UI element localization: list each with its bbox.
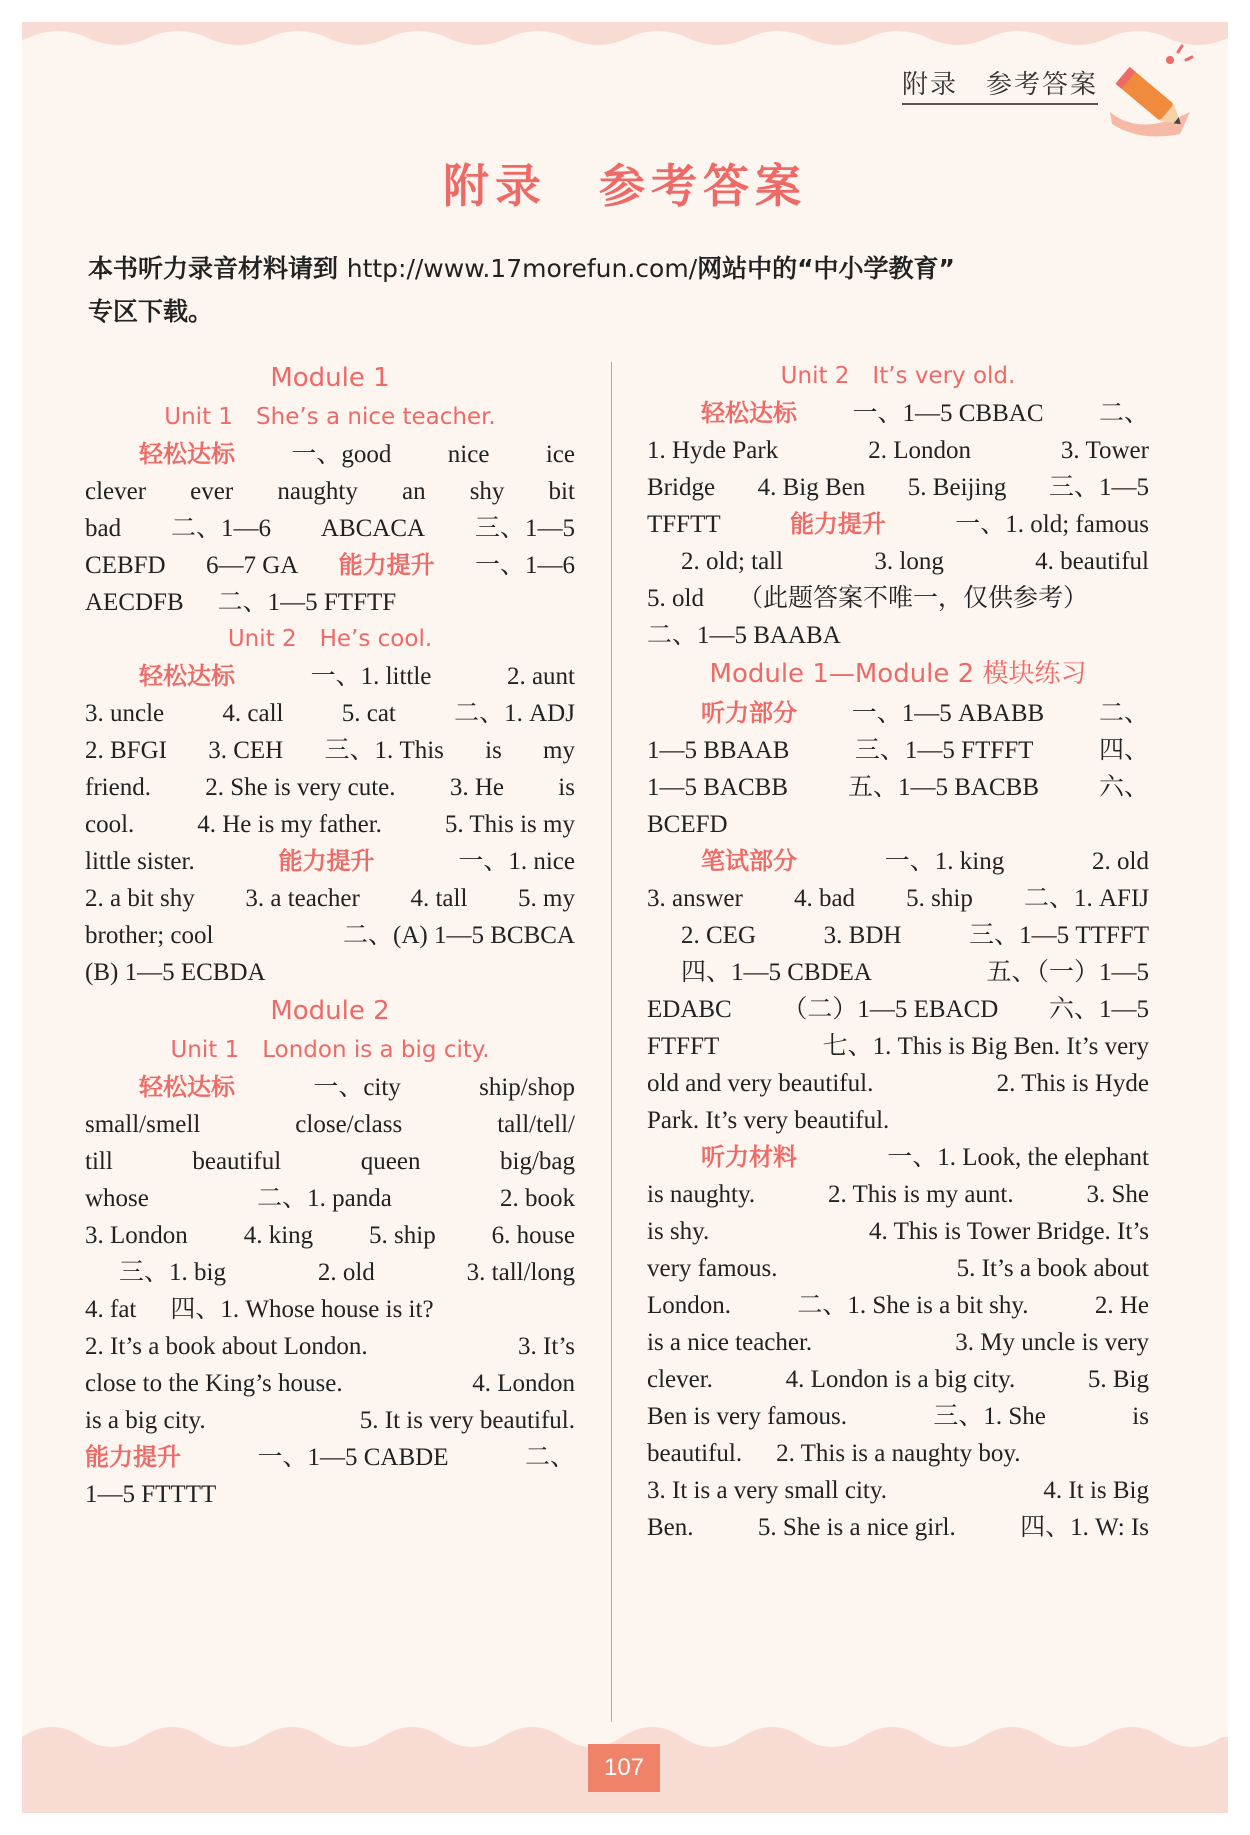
answer-line: 1—5 BACBB 五、1—5 BACBB 六、 [647, 774, 1149, 801]
answer-line: close to the King’s house. 4. London [85, 1370, 575, 1397]
answer-line: 1—5 BBAAB 三、1—5 FTFFT 四、 [647, 737, 1149, 764]
answer-line: 三、1. big 2. old 3. tall/long [119, 1259, 575, 1286]
intro-text: 本书听力录音材料请到 [88, 254, 347, 283]
answer-line: 5. old （此题答案不唯一，仅供参考） [647, 585, 1088, 612]
intro-text-2: 网站中的“中小学教育” [697, 254, 955, 283]
answer-line: CEBFD 6—7 GA 能力提升 一、1—6 [85, 547, 575, 584]
module-heading: Module 1 [270, 363, 390, 393]
answer-line: 2. It’s a book about London. 3. It’s [85, 1333, 575, 1360]
right-column [647, 358, 1149, 1546]
answer-line: Ben is very famous. 三、1. She is [647, 1403, 1149, 1430]
answer-line: 2. a bit shy 3. a teacher 4. tall 5. my [85, 885, 575, 912]
section-tag: 能力提升 [85, 1443, 181, 1471]
answer-line: AECDFB 二、1—5 FTFTF [85, 589, 397, 616]
answer-line: beautiful. 2. This is a naughty boy. [647, 1440, 1021, 1467]
page [22, 22, 1228, 1813]
answer-line: FTFFT 七、1. This is Big Ben. It’s very [647, 1033, 1149, 1060]
answer-line: 3. uncle 4. call 5. cat 二、1. ADJ [85, 700, 575, 727]
answer-line: 2. old; tall 3. long 4. beautiful [681, 548, 1149, 575]
page-number: 107 [588, 1744, 660, 1792]
section-tag: 能力提升 [278, 847, 375, 875]
intro-note [88, 247, 1168, 333]
answer-line: whose 二、1. panda 2. book [85, 1185, 575, 1212]
answer-line: bad 二、1—6 ABCACA 三、1—5 [85, 515, 575, 542]
answer-line: BCEFD [647, 811, 728, 838]
section-tag: 能力提升 [789, 510, 886, 538]
unit-heading: Unit 1 She’s a nice teacher. [164, 404, 496, 430]
answer-line: 能力提升 一、1—5 CABDE 二、 [85, 1439, 575, 1476]
left-column [85, 358, 575, 1513]
answer-line: small/smell close/class tall/tell/ [85, 1111, 575, 1138]
answer-line: is a nice teacher. 3. My uncle is very [647, 1329, 1149, 1356]
answer-line: 3. London 4. king 5. ship 6. house [85, 1222, 575, 1249]
answer-line: is a big city. 5. It is very beautiful. [85, 1407, 575, 1434]
answer-line: 笔试部分 一、1. king 2. old [647, 843, 1149, 880]
answer-line: is naughty. 2. This is my aunt. 3. She [647, 1181, 1149, 1208]
section-tag: 轻松达标 [139, 1073, 235, 1101]
answer-line: very famous. 5. It’s a book about [647, 1255, 1149, 1282]
header-label: 附录 参考答案 [902, 64, 1098, 105]
unit-heading: Unit 2 He’s cool. [227, 626, 433, 652]
answer-line: 1—5 FTTTT [85, 1481, 217, 1508]
section-tag: 轻松达标 [139, 662, 235, 690]
answer-line: London. 二、1. She is a bit shy. 2. He [647, 1292, 1149, 1319]
answer-line: Bridge 4. Big Ben 5. Beijing 三、1—5 [647, 474, 1149, 501]
answer-line: Park. It’s very beautiful. [647, 1107, 890, 1134]
answer-line: 3. answer 4. bad 5. ship 二、1. AFIJ [647, 885, 1149, 912]
answer-line: 听力材料 一、1. Look, the elephant [647, 1139, 1149, 1176]
answer-line: clever. 4. London is a big city. 5. Big [647, 1366, 1149, 1393]
section-tag: 轻松达标 [139, 440, 235, 468]
answer-line: 2. BFGI 3. CEH 三、1. This is my [85, 737, 575, 764]
answer-line: old and very beautiful. 2. This is Hyde [647, 1070, 1149, 1097]
unit-heading: Unit 2 It’s very old. [780, 363, 1016, 389]
module-heading: Module 1—Module 2 模块练习 [709, 659, 1087, 689]
answer-line: 2. CEG 3. BDH 三、1—5 TTFFT [681, 922, 1149, 949]
answer-line: (B) 1—5 ECBDA [85, 959, 266, 986]
answer-line: 二、1—5 BAABA [647, 622, 841, 649]
answer-line: 3. It is a very small city. 4. It is Big [647, 1477, 1149, 1504]
top-wave-border [22, 22, 1228, 62]
section-tag: 笔试部分 [701, 847, 797, 875]
intro-text-3: 专区下载。 [88, 297, 214, 326]
unit-heading: Unit 1 London is a big city. [170, 1037, 490, 1063]
module-heading: Module 2 [270, 996, 390, 1026]
answer-line: clever ever naughty an shy bit [85, 478, 575, 505]
section-tag: 听力材料 [701, 1143, 797, 1171]
answer-line: 4. fat 四、1. Whose house is it? [85, 1296, 434, 1323]
answer-line: till beautiful queen big/bag [85, 1148, 575, 1175]
answer-line: is shy. 4. This is Tower Bridge. It’s [647, 1218, 1149, 1245]
answer-line: 轻松达标 一、1—5 CBBAC 二、 [647, 395, 1149, 432]
pencil-icon [1100, 42, 1200, 142]
answer-line: Ben. 5. She is a nice girl. 四、1. W: Is [647, 1514, 1149, 1541]
section-tag: 能力提升 [338, 551, 435, 579]
answer-line: TFFTT 能力提升 一、1. old; famous [647, 506, 1149, 543]
answer-line: 四、1—5 CBDEA 五、（一）1—5 [681, 959, 1149, 986]
column-divider [611, 362, 612, 1722]
answer-line: 1. Hyde Park 2. London 3. Tower [647, 437, 1149, 464]
answer-line: 听力部分 一、1—5 ABABB 二、 [647, 695, 1149, 732]
page-title: 附录 参考答案 [443, 159, 807, 213]
section-tag: 听力部分 [701, 699, 797, 727]
answer-line: friend. 2. She is very cute. 3. He is [85, 774, 575, 801]
answer-line: 轻松达标 一、1. little 2. aunt [85, 658, 575, 695]
answer-line: little sister. 能力提升 一、1. nice [85, 843, 575, 880]
answer-line: 轻松达标 一、good nice ice [85, 436, 575, 473]
section-tag: 轻松达标 [701, 399, 797, 427]
intro-url: http://www.17morefun.com/ [346, 254, 698, 283]
answer-line: EDABC （二）1—5 EBACD 六、1—5 [647, 996, 1149, 1023]
answer-line: 轻松达标 一、city ship/shop [85, 1069, 575, 1106]
answer-line: brother; cool 二、(A) 1—5 BCBCA [85, 922, 575, 949]
answer-line: cool. 4. He is my father. 5. This is my [85, 811, 575, 838]
